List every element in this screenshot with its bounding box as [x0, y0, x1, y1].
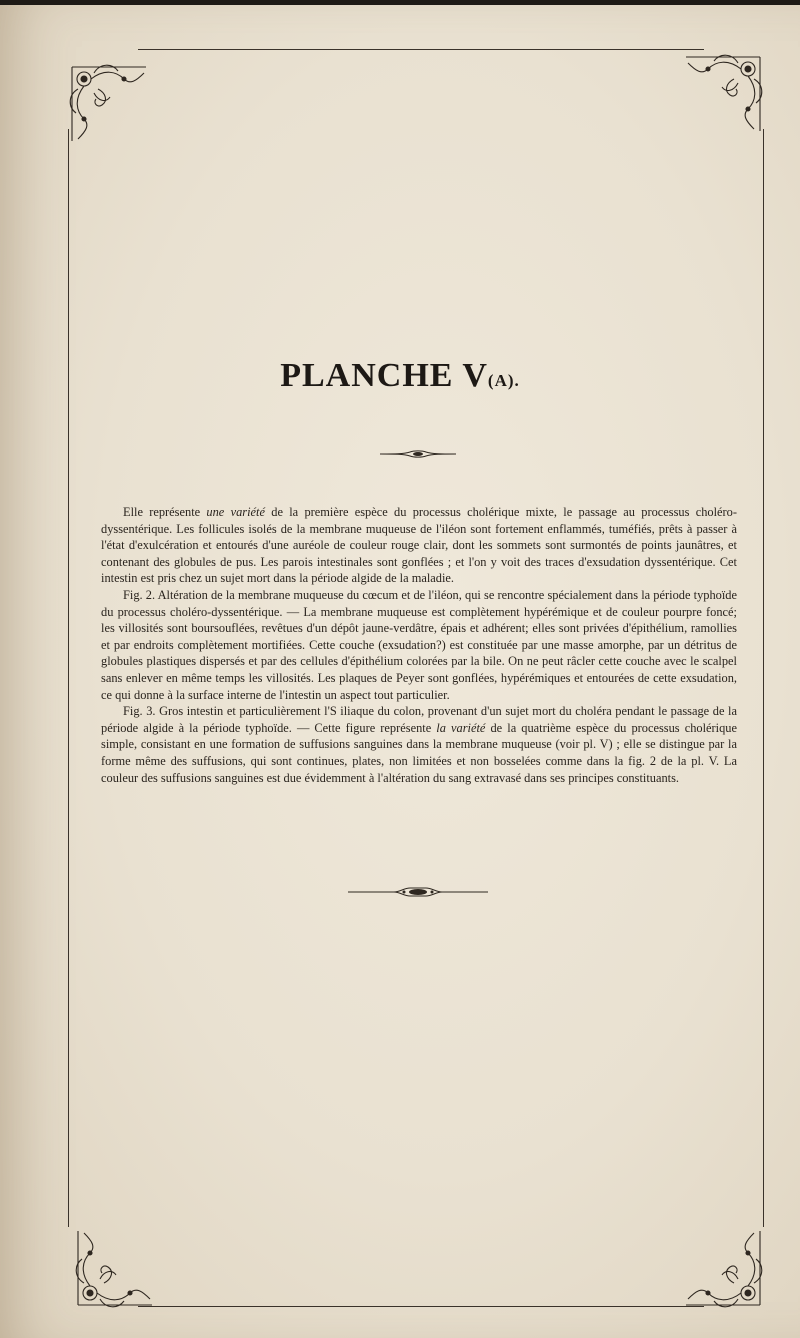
frame-line-right [763, 129, 764, 1227]
paragraph-text: Fig. 3. Gros intestin et particulièrement l'S iliaque du colon, provenant d'un sujet mort du choléra pendant le passage de la période algide à la période typhoïde. — Cette figure représente [101, 704, 737, 735]
frame-line-left [68, 129, 69, 1227]
plate-title [0, 357, 800, 395]
plate-title-main: PLANCHE V [280, 357, 488, 394]
frame-line-bottom [138, 1306, 704, 1307]
paragraph-text: Fig. 2. Altération de la membrane muqueuse du cœcum et de l'iléon, qui se rencontre spécialement dans la période typhoïde du processus choléro-dyssentérique. — La membrane muqueuse est complètement hypérémique et de couleur pourpre foncé; les villosités sont boursouflées, revêtues d'un dépôt jaune-verdâtre, épais et adhérent; elles sont privées d'épithélium, ramollies et par endroits complètement mortifiées. Cette couche (exsudation?) est constituée par une masse amorphe, par un détritus de globules plastiques dispersés et par des cellules d'épithélium colorées par la bile. On ne peut râcler cette couche avec le scalpel sans enlever en même temps les villosités. Les plaques de Peyer sont gonflées, hypérémiques et entourées de cette exsudation, ce qui donne à la surface interne de l'intestin un aspect tout particulier. [101, 587, 737, 702]
scroll-divider-icon [348, 885, 488, 899]
corner-flourish-icon [64, 59, 154, 149]
plate-description [101, 504, 737, 786]
body-paragraph [101, 587, 737, 703]
frame-line-top [138, 49, 704, 50]
paragraph-text: de la quatrième espèce du processus cholérique simple, consistant en une formation de suffusions sanguines dans la membrane muqueuse (voir pl. V) ; elle se distingue par la forme même des suffusions, qui sont continues, plates, non limitées et non bosselées comme dans la fig. 2 de la pl. V. La couleur des suffusions sanguines est due évidemment à l'altération du sang extravasé dans ses principes constituants. [101, 720, 737, 785]
corner-flourish-icon [678, 49, 768, 139]
corner-flourish-icon [678, 1223, 768, 1313]
emphasis-text: une variété [206, 505, 265, 519]
paragraph-text: Elle représente [123, 505, 207, 519]
emphasis-text: la variété [436, 720, 486, 735]
book-page [0, 5, 800, 1338]
paragraph-text: de la première espèce du processus cholérique mixte, le passage au processus choléro-dyssentérique. Les follicules isolés de la membrane muqueuse de l'iléon sont fortement enflammés, tuméfiés, prêts à passer à l'état d'exulcération et entourés d'une auréole de couleur rouge clair, dont les sommets sont surmontés de points jaunâtres, et contenant des globules de pus. Les parois intestinales sont gonflées ; et l'on y voit des traces d'exsudation dyssentérique. Cet intestin est pris chez un sujet mort dans la période algide de la maladie. [101, 505, 738, 586]
body-paragraph [101, 703, 737, 786]
scroll-divider-icon [380, 449, 456, 459]
plate-title-suffix: (A). [487, 371, 520, 390]
corner-flourish-icon [70, 1223, 160, 1313]
body-paragraph [101, 504, 737, 587]
